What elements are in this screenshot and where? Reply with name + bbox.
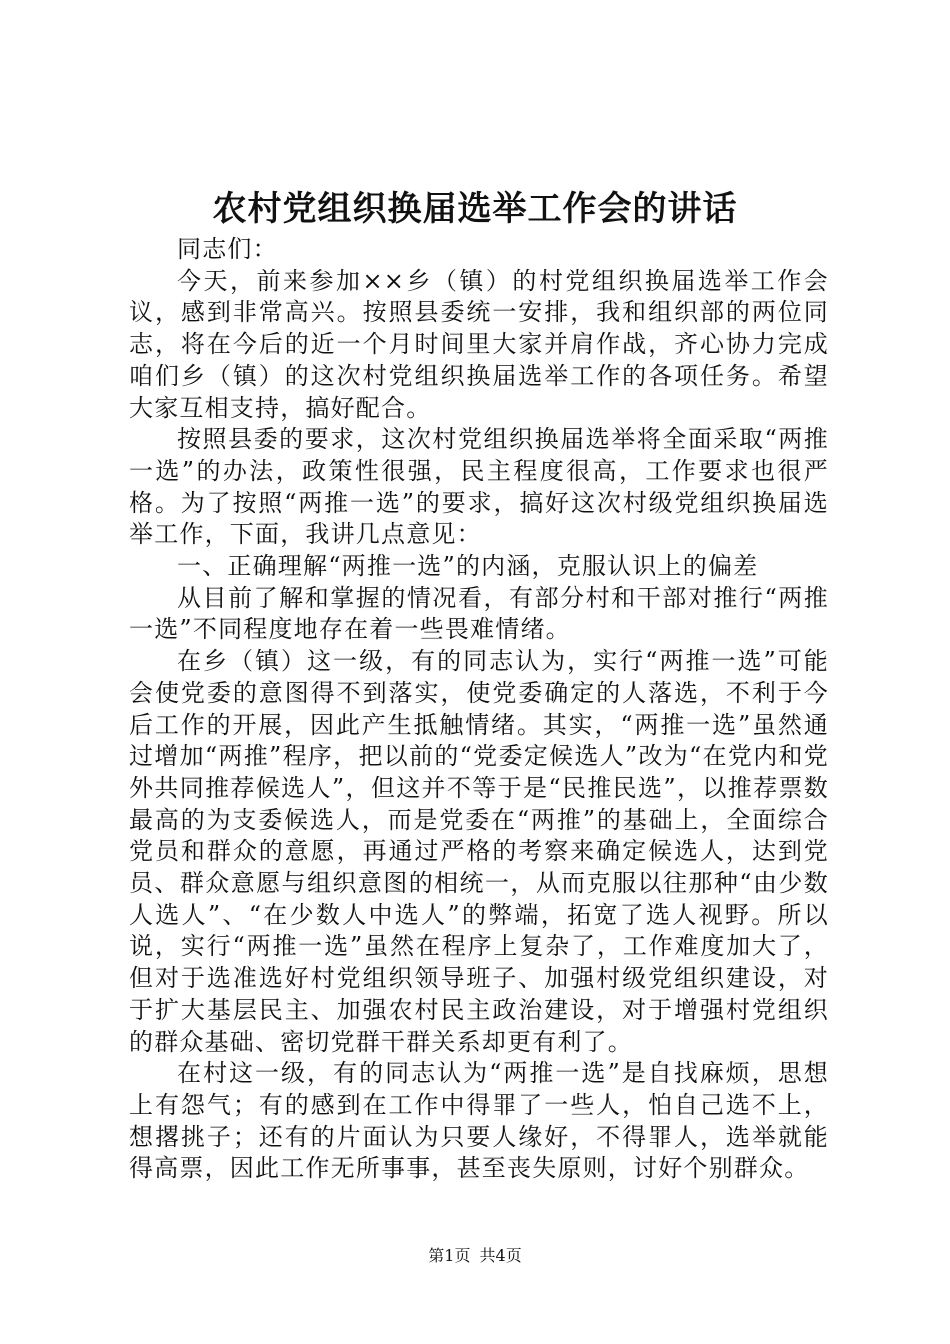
township-level-paragraph: 在乡（镇）这一级，有的同志认为，实行“两推一选”可能会使党委的意图得不到落实，使党委确定的人落选，不利于今后工作的开展，因此产生抵触情绪。其实，“两推一选”虽然通过增加“两推”程序，把以前的“党委定候选人”改为“在党内和党外共同推荐候选人”，但这并不等于是“民推民选”，以推荐票数最高的为支委候选人，而是党委在“两推”的基础上，全面综合党员和群众的意愿，再通过严格的考察来确定候选人，达到党员、群众意愿与组织意图的相统一，从而克服以往那种“由少数人选人”、“在少数人中选人”的弊端，拓宽了选人视野。所以说，实行“两推一选”虽然在程序上复杂了，工作难度加大了，但对于选准选好村党组织领导班子、加强村级党组织建设，对于扩大基层民主、加强农村民主政治建设，对于增强村党组织的群众基础、密切党群干群关系却更有利了。 <box>129 647 829 1056</box>
page-footer <box>0 1244 950 1268</box>
situation-paragraph: 从目前了解和掌握的情况看，有部分村和干部对推行“两推一选”不同程度地存在着一些畏难情绪。 <box>129 583 829 644</box>
salutation-paragraph: 同志们： <box>177 235 278 263</box>
document-body <box>129 234 829 1185</box>
village-level-paragraph: 在村这一级，有的同志认为“两推一选”是自找麻烦，思想上有怨气；有的感到在工作中得罪了一些人，怕自己选不上，想撂挑子；还有的片面认为只要人缘好，不得罪人，选举就能得高票，因此工作无所事事，甚至丧失原则，讨好个别群众。 <box>129 1059 829 1183</box>
requirements-paragraph: 按照县委的要求，这次村党组织换届选举将全面采取“两推一选”的办法，政策性很强，民主程度很高，工作要求也很严格。为了按照“两推一选”的要求，搞好这次村级党组织换届选举工作，下面，我讲几点意见： <box>129 425 829 549</box>
opening-paragraph: 今天，前来参加××乡（镇）的村党组织换届选举工作会议，感到非常高兴。按照县委统一安排，我和组织部的两位同志，将在今后的近一个月时间里大家并肩作战，齐心协力完成咱们乡（镇）的这次村党组织换届选举工作的各项任务。希望大家互相支持，搞好配合。 <box>129 266 829 422</box>
document-title: 农村党组织换届选举工作会的讲话 <box>212 189 738 229</box>
section-heading: 一、正确理解“两推一选”的内涵，克服认识上的偏差 <box>177 552 759 581</box>
page-number: 第1页 <box>428 1246 471 1265</box>
page-total: 共4页 <box>479 1246 522 1265</box>
